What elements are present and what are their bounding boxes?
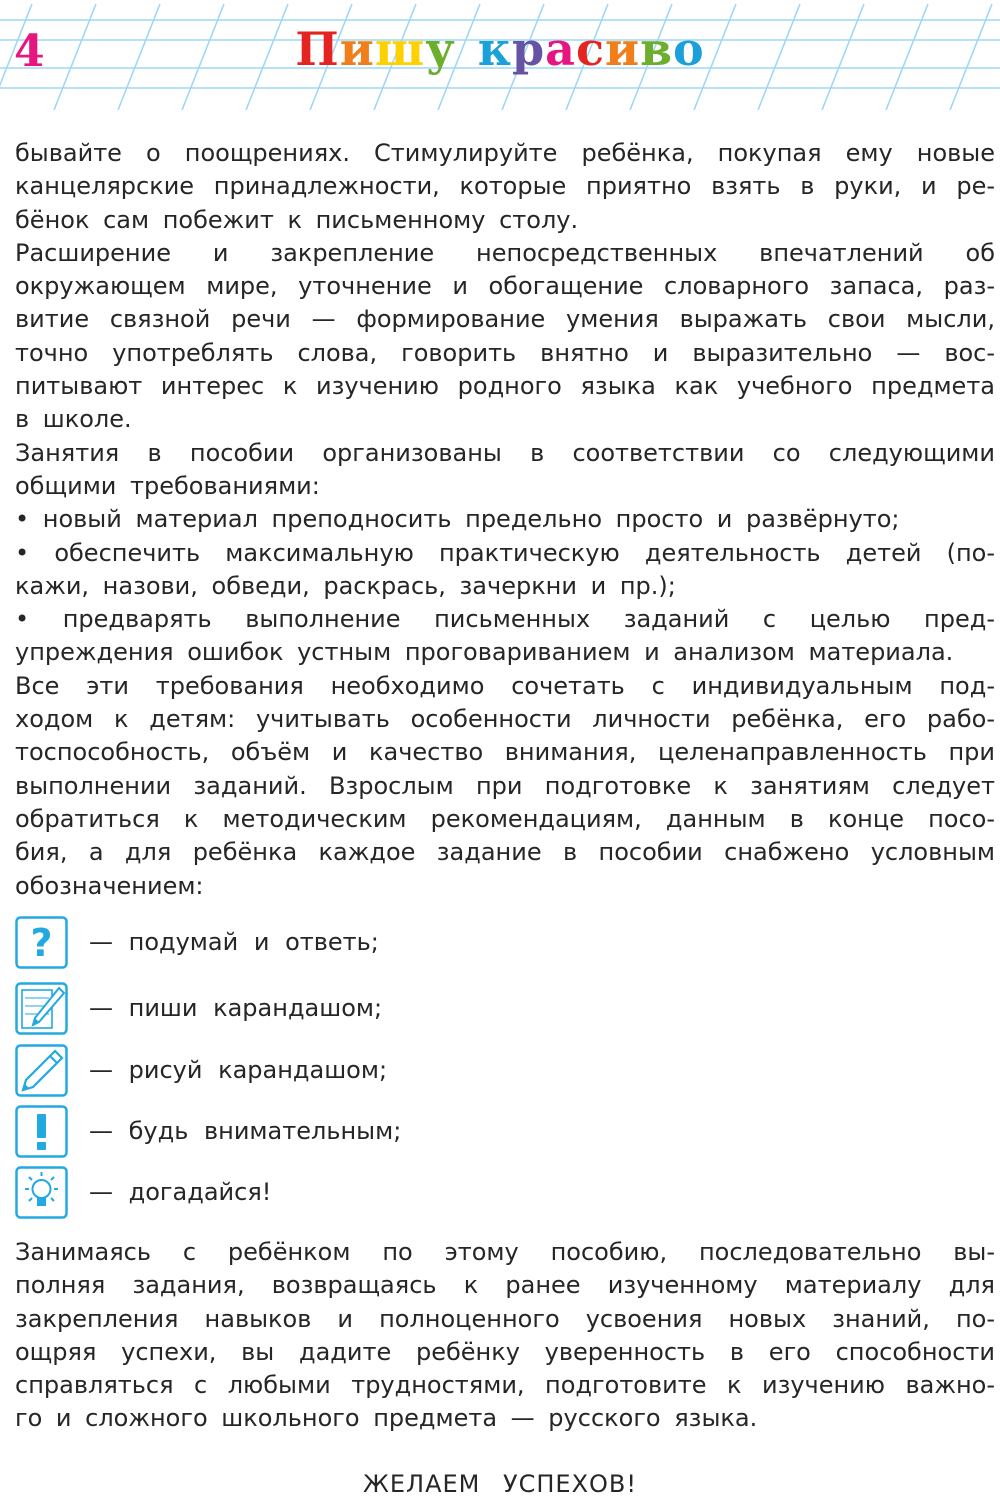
text-line: Все эти требования необходимо сочетать с индивидуальным под-	[15, 671, 995, 700]
title-word-1	[295, 22, 455, 76]
title-letter: у	[425, 22, 456, 76]
legend-text: — подумай и ответь;	[89, 928, 379, 956]
legend-text: — будь внимательным;	[89, 1117, 402, 1145]
page-header	[0, 0, 1000, 110]
closing-wish: ЖЕЛАЕМ УСПЕХОВ!	[363, 1470, 637, 1498]
legend-item-think	[15, 916, 615, 971]
text-line: ходом к детям: учитывать особенности личности ребёнка, его рабо-	[15, 705, 995, 734]
text-line: бывайте о поощрениях. Стимулируйте ребёнка, покупая ему новые	[15, 139, 995, 167]
draw-pencil-icon	[15, 1044, 68, 1097]
text-line: тоспособность, объём и качество внимания, целенаправленность при	[15, 738, 995, 767]
text-line: ощряя успехи, вы дадите ребёнку уверенность в его способности	[15, 1337, 995, 1366]
question-icon	[15, 916, 68, 969]
legend-item-guess	[15, 1166, 615, 1221]
text-line: • новый материал преподносить предельно просто и развёрнуто;	[15, 505, 900, 534]
title-letter: о	[673, 22, 705, 76]
legend-item-draw	[15, 1044, 615, 1099]
text-line: в школе.	[15, 405, 132, 434]
text-line: питывают интерес к изучению родного языка как учебного предмета	[15, 372, 995, 401]
final-text	[15, 1236, 995, 1436]
title-letter: с	[575, 22, 605, 76]
text-line: обозначением:	[15, 871, 204, 900]
text-line: обратиться к методическим рекомендациям, данным в конце посо-	[15, 804, 995, 833]
text-line: Занимаясь с ребёнком по этому пособию, последовательно вы-	[15, 1238, 995, 1266]
legend-text: — пиши карандашом;	[89, 994, 383, 1022]
title-letter: р	[511, 22, 546, 76]
text-line: витие связной речи — формирование умения выражать свои мысли,	[15, 305, 995, 334]
legend-item-write	[15, 982, 615, 1037]
title-letter: к	[477, 22, 512, 76]
intro-text	[15, 137, 995, 903]
text-line: бёнок сам побежит к письменному столу.	[15, 205, 579, 234]
legend-text: — догадайся!	[89, 1178, 272, 1206]
text-line: точно употреблять слова, говорить внятно и выразительно — вос-	[15, 338, 995, 367]
legend-item-attention	[15, 1105, 615, 1160]
text-line: кажи, назови, обведи, раскрась, зачеркни и пр.);	[15, 571, 676, 600]
text-line: выполнении заданий. Взрослым при подготовке к занятиям следует	[15, 771, 995, 800]
page-title	[0, 22, 1000, 76]
text-line: го и сложного школьного предмета — русского языка.	[15, 1404, 758, 1433]
title-letter: в	[640, 22, 674, 76]
title-letter: П	[295, 22, 340, 76]
text-line: упреждения ошибок устным проговариванием и анализом материала.	[15, 638, 954, 667]
text-line: справляться с любыми трудностями, подготовите к изучению важно-	[15, 1371, 995, 1400]
write-pencil-icon	[15, 982, 68, 1035]
text-line: общими требованиями:	[15, 471, 320, 500]
legend-text: — рисуй карандашом;	[89, 1056, 388, 1084]
title-letter: а	[545, 22, 576, 76]
text-line: Занятия в пособии организованы в соответствии со следующими	[15, 438, 995, 467]
lightbulb-icon	[15, 1166, 68, 1219]
title-word-2	[478, 22, 705, 76]
title-letter: и	[604, 22, 641, 76]
text-line: • обеспечить максимальную практическую деятельность детей (по-	[15, 538, 995, 567]
exclamation-icon	[15, 1105, 68, 1158]
title-letter: ш	[374, 22, 426, 76]
page-number: 4	[14, 26, 45, 77]
title-letter: и	[339, 22, 375, 76]
svg-text:?: ?	[30, 921, 53, 965]
text-line: Расширение и закрепление непосредственных впечатлений об	[15, 238, 995, 267]
text-line: окружающем мире, уточнение и обогащение словарного запаса, раз-	[15, 272, 995, 301]
text-line: • предварять выполнение письменных заданий с целью пред-	[15, 605, 995, 634]
text-line: полняя задания, возвращаясь к ранее изученному материалу для	[15, 1271, 995, 1300]
text-line: бия, а для ребёнка каждое задание в пособии снабжено условным	[15, 838, 995, 867]
text-line: канцелярские принадлежности, которые приятно взять в руки, и ре-	[15, 172, 995, 201]
text-line: закрепления навыков и полноценного усвоения новых знаний, по-	[15, 1304, 995, 1333]
